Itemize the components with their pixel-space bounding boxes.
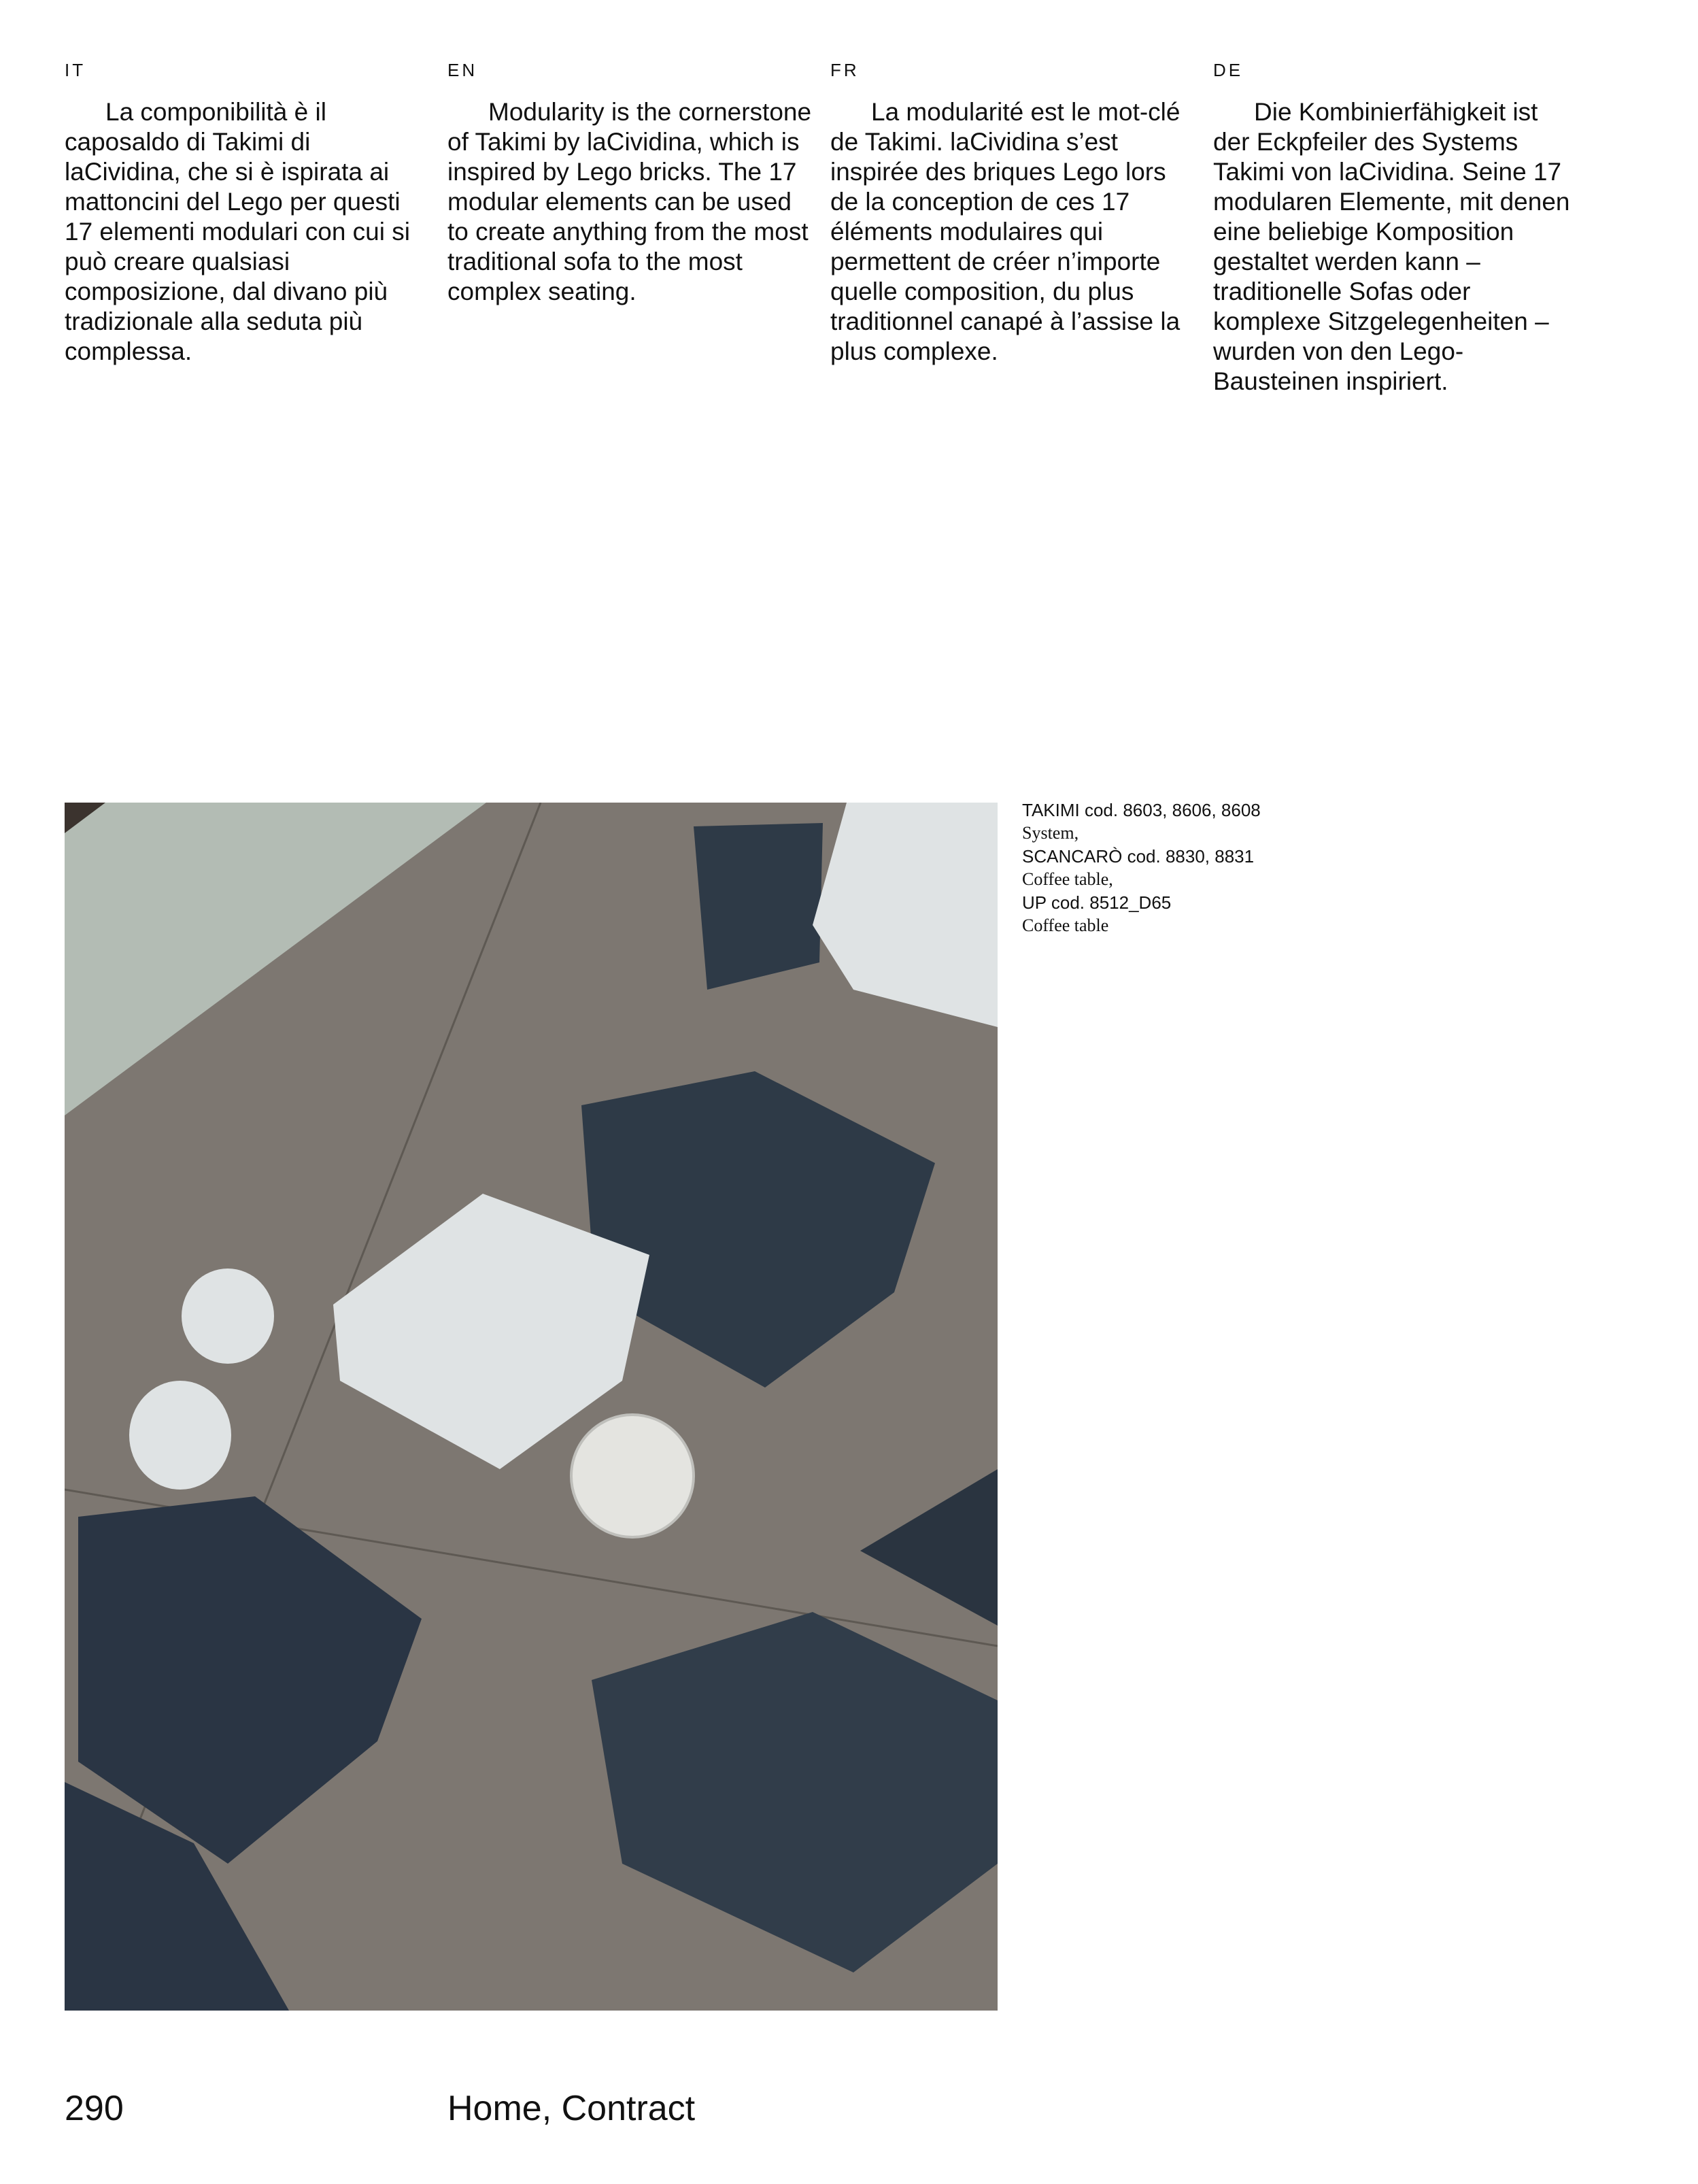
photo-caption <box>1022 799 1403 937</box>
caption-code-up: UP cod. 8512_D65 <box>1022 892 1172 913</box>
product-photo <box>65 803 998 2011</box>
caption-desc-up: Coffee table <box>1022 915 1109 935</box>
language-label-de: DE <box>1213 60 1244 80</box>
text-column-fr <box>830 60 1198 367</box>
page-number: 290 <box>65 2089 124 2128</box>
dark-cushion <box>694 823 823 990</box>
language-label-fr: FR <box>830 60 860 80</box>
paragraph-de: Die Kombinierfähigkeit ist der Eckpfeiler des Systems Takimi von laCividina. Seine 17 modularen Elemente, mit denen eine beliebige Komposition gestaltet werden kann – traditionelle Sofas oder komplexe Sitzgelegenheiten – wurden von den Lego-Bausteinen inspiriert. <box>1213 98 1570 395</box>
section-title: Home, Contract <box>447 2089 696 2128</box>
caption-code-scancaro: SCANCARÒ cod. 8830, 8831 <box>1022 846 1255 867</box>
caption-desc-scancaro: Coffee table, <box>1022 869 1113 889</box>
text-column-en <box>447 60 815 307</box>
text-column-de <box>1213 60 1580 397</box>
language-label-en: EN <box>447 60 478 80</box>
language-label-it: IT <box>65 60 86 80</box>
text-column-it <box>65 60 432 367</box>
marble-coffee-table <box>571 1415 694 1537</box>
caption-desc-takimi: System, <box>1022 823 1079 843</box>
paragraph-en: Modularity is the cornerstone of Takimi by laCividina, which is inspired by Lego bricks. The 17 modular elements can be used to create anything from the most traditional sofa to the most complex seating. <box>447 98 812 305</box>
caption-code-takimi: TAKIMI cod. 8603, 8606, 8608 <box>1022 800 1261 820</box>
cylinder-stool <box>129 1381 231 1490</box>
paragraph-it: La componibilità è il caposaldo di Takimi di laCividina, che si è ispirata ai mattoncini del Lego per questi 17 elementi modulari con cui si può creare qualsiasi composizione, dal divano più tradizionale alla seduta più complessa. <box>65 98 410 365</box>
product-photo-illustration <box>65 803 998 2011</box>
cylinder-stool <box>182 1269 274 1364</box>
paragraph-fr: La modularité est le mot-clé de Takimi. laCividina s’est inspirée des briques Lego lors de la conception de ces 17 éléments modulaires qui permettent de créer n’importe quelle composition, du plus traditionnel canapé à l’assise la plus complexe. <box>830 98 1181 365</box>
